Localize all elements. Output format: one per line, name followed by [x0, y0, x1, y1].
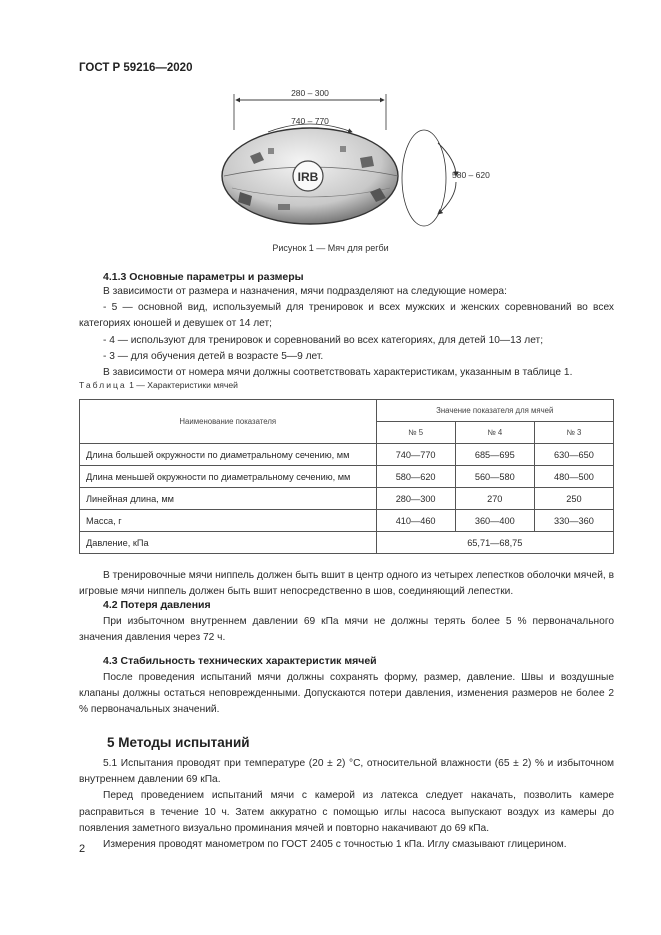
section-5-body — [79, 756, 614, 853]
table-row — [80, 488, 614, 510]
row-name: Длина меньшей окружности по диаметральному сечению, мм — [80, 466, 377, 488]
paragraph: В зависимости от номера мячи должны соответствовать характеристикам, указанным в таблице 1. — [103, 367, 573, 379]
row-name: Давление, кПа — [80, 532, 377, 554]
cell: 250 — [534, 488, 613, 510]
cell: 560—580 — [455, 466, 534, 488]
header-value-group: Значение показателя для мячей — [376, 400, 613, 422]
cell: 580—620 — [376, 466, 455, 488]
cell: 280—300 — [376, 488, 455, 510]
page-number: 2 — [79, 843, 86, 855]
document-id: ГОСТ Р 59216—2020 — [79, 62, 193, 74]
row-name: Масса, г — [80, 510, 377, 532]
cell: 360—400 — [455, 510, 534, 532]
table-row — [80, 532, 614, 554]
header-indicator-name: Наименование показателя — [80, 400, 377, 444]
paragraph: - 3 — для обучения детей в возрасте 5—9 лет. — [103, 350, 324, 362]
section-4-1-3-body — [79, 284, 614, 381]
row-name: Линейная длина, мм — [80, 488, 377, 510]
paragraph: Перед проведением испытаний мячи с камерой из латекса следует накачать, позволить камере расправиться в течение 10 ч. Затем аккуратно с помощью иглы насоса выпускают воздух из камеры до появления заметного визуально проминания мячей и повторно накачивают до 69 кПа. — [79, 790, 614, 834]
header-ball-3: № 3 — [534, 422, 613, 444]
nipple-paragraph — [79, 568, 614, 600]
cell: 270 — [455, 488, 534, 510]
header-ball-4: № 4 — [455, 422, 534, 444]
figure-caption: Рисунок 1 — Мяч для регби — [272, 243, 389, 253]
row-name: Длина большей окружности по диаметральному сечению, мм — [80, 444, 377, 466]
paragraph: - 4 — используют для тренировок и соревнований во всех категориях, для детей 10—13 лет; — [103, 334, 544, 346]
cell: 410—460 — [376, 510, 455, 532]
section-4-3-heading: 4.3 Стабильность технических характеристик мячей — [103, 655, 377, 667]
paragraph: Измерения проводят манометром по ГОСТ 2405 с точностью 1 кПа. Иглу смазывают глицерином. — [103, 839, 567, 851]
ball-logo: IRB — [297, 170, 319, 184]
table-header-row — [80, 400, 614, 422]
table-caption-title: 1 — Характеристики мячей — [126, 380, 238, 390]
section-4-1-3-heading: 4.1.3 Основные параметры и размеры — [103, 271, 304, 283]
rugby-ball-figure — [210, 88, 500, 238]
table-caption — [79, 380, 238, 390]
paragraph: - 5 — основной вид, используемый для тренировок и всех мужских и женских соревнований во всех категориях юношей и девушек от 14 лет; — [79, 302, 614, 330]
paragraph: При избыточном внутреннем давлении 69 кПа мячи не должны терять более 5 % первоначального значения давления через 72 ч. — [79, 616, 614, 644]
header-ball-5: № 5 — [376, 422, 455, 444]
table-row — [80, 466, 614, 488]
section-4-3-body — [79, 670, 614, 719]
section-4-2-body — [79, 614, 614, 646]
paragraph: После проведения испытаний мячи должны сохранять форму, размер, давление. Швы и воздушные клапаны должны остаться неповрежденными. Допускаются потери давления, изменения размеров не более 2 % первоначальных значений. — [79, 672, 614, 716]
paragraph: В тренировочные мячи ниппель должен быть вшит в центр одного из четырех лепестков оболочки мячей, в игровые мячи ниппель должен быть вшит непосредственно в шов, соединяющий лепестки. — [79, 570, 614, 598]
cell: 740—770 — [376, 444, 455, 466]
table-caption-word: Таблица — [79, 380, 127, 390]
section-4-2-heading: 4.2 Потеря давления — [103, 599, 211, 611]
cell: 65,71—68,75 — [376, 532, 613, 554]
table-row — [80, 510, 614, 532]
dim-major-circumference: 740 – 770 — [291, 116, 329, 126]
paragraph: В зависимости от размера и назначения, мячи подразделяют на следующие номера: — [103, 286, 507, 297]
cell: 480—500 — [534, 466, 613, 488]
section-5-heading: 5 Методы испытаний — [107, 735, 250, 750]
paragraph: 5.1 Испытания проводят при температуре (20 ± 2) °С, относительной влажности (65 ± 2) % и избыточном внутреннем давлении 69 кПа. — [79, 758, 614, 786]
cell: 685—695 — [455, 444, 534, 466]
dim-linear-length: 280 – 300 — [291, 88, 329, 98]
cell: 630—650 — [534, 444, 613, 466]
table-row — [80, 444, 614, 466]
dim-minor-circumference: 580 – 620 — [452, 170, 490, 180]
characteristics-table — [79, 399, 614, 554]
cell: 330—360 — [534, 510, 613, 532]
